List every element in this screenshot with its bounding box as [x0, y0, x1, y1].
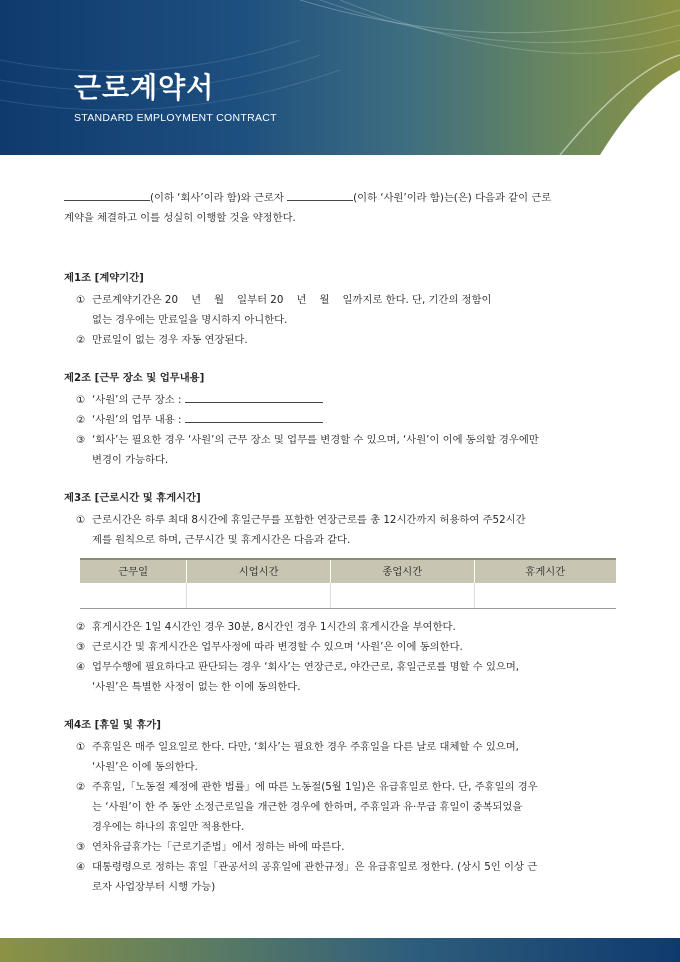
item-text: 근로시간은 하루 최대 8시간에 휴일근무를 포함한 연장근로를 총 12시간까지 허용하여 주52시간	[92, 514, 526, 526]
article-3	[64, 488, 616, 697]
article-2-item-1	[64, 390, 616, 410]
item-text-cont: 없는 경우에는 만료일을 명시하지 아니한다.	[92, 314, 288, 326]
job-duty-blank[interactable]	[185, 411, 323, 423]
article-1-item-1	[64, 290, 616, 310]
item-text: ‘사원’의 근무 장소 :	[92, 394, 182, 406]
item-text: 연차유급휴가는「근로기준법」에서 정하는 바에 따른다.	[92, 840, 345, 853]
item-number: ②	[76, 334, 86, 346]
intro-paragraph	[64, 188, 616, 228]
item-text: 대통령령으로 정하는 휴일「관공서의 공휴일에 관한규정」은 유급휴일로 정한다. (상시 5인 이상 근	[92, 860, 538, 873]
item-number: ③	[76, 840, 86, 853]
item-text-cont: 경우에는 하나의 휴일만 적용한다.	[92, 820, 245, 833]
start-time-cell[interactable]	[187, 583, 331, 608]
item-text: 휴게시간은 1일 4시간인 경우 30분, 8시간인 경우 1시간의 휴게시간을 부여한다.	[92, 620, 456, 633]
item-text: 주휴일은 매주 일요일로 한다. 다만, ‘회사’는 필요한 경우 주휴일을 다른 날로 대체할 수 있으며,	[92, 740, 519, 753]
item-text: ‘회사’는 필요한 경우 ‘사원’의 근무 장소 및 업무를 변경할 수 있으며, ‘사원’이 이에 동의할 경우에만	[92, 434, 539, 446]
footer-bar	[0, 938, 680, 962]
article-2-title: 제2조 [근무 장소 및 업무내용]	[64, 372, 205, 384]
item-number: ①	[76, 294, 86, 306]
company-blank[interactable]	[64, 189, 150, 201]
intro-part1: (이하 ‘회사’이라 함)와 근로자	[150, 192, 284, 204]
item-text: 만료일이 없는 경우 자동 연장된다.	[92, 334, 248, 346]
break-time-cell[interactable]	[474, 583, 616, 608]
col-end-time: 종업시간	[330, 559, 474, 583]
article-2-item-2	[64, 410, 616, 430]
contract-body	[64, 188, 616, 897]
end-time-cell[interactable]	[330, 583, 474, 608]
employee-blank[interactable]	[287, 189, 353, 201]
item-number: ③	[76, 640, 86, 653]
page-title: 근로계약서	[74, 71, 215, 104]
item-number: ①	[76, 514, 86, 526]
item-text: ‘사원’의 업무 내용 :	[92, 414, 182, 426]
header-banner	[0, 0, 680, 155]
article-1-item-2	[64, 330, 616, 350]
item-number: ②	[76, 620, 86, 633]
article-4-item-4	[64, 857, 616, 877]
article-3-item-4	[64, 657, 616, 677]
col-workday: 근무일	[80, 559, 187, 583]
article-4-item-2	[64, 777, 616, 797]
col-start-time: 시업시간	[187, 559, 331, 583]
item-number: ③	[76, 434, 86, 446]
article-2	[64, 368, 616, 470]
work-place-blank[interactable]	[185, 391, 323, 403]
item-number: ①	[76, 740, 86, 753]
item-text: 주휴일,「노동절 제정에 관한 법률」에 따른 노동절(5월 1일)은 유급휴일로 한다. 단, 주휴일의 경우	[92, 780, 538, 793]
article-4	[64, 715, 616, 897]
article-2-item-3	[64, 430, 616, 450]
item-text-cont: 변경이 가능하다.	[92, 454, 169, 466]
item-number: ②	[76, 780, 86, 793]
item-text-cont: 로자 사업장부터 시행 가능)	[92, 880, 216, 893]
item-text-cont: 는 ‘사원’이 한 주 동안 소정근로일을 개근한 경우에 한하며, 주휴일과 유·무급 휴일이 중복되었을	[92, 800, 523, 813]
table-header-row	[80, 559, 616, 583]
item-number: ④	[76, 860, 86, 873]
item-text-cont: 제를 원칙으로 하며, 근무시간 및 휴게시간은 다음과 같다.	[92, 534, 351, 546]
article-1	[64, 268, 616, 350]
article-4-item-3	[64, 837, 616, 857]
item-number: ①	[76, 394, 86, 406]
item-number: ②	[76, 414, 86, 426]
item-text-cont: ‘사원’은 이에 동의한다.	[92, 760, 198, 773]
workday-cell[interactable]	[80, 583, 187, 608]
item-text: 근로시간 및 휴게시간은 업무사정에 따라 변경할 수 있으며 ‘사원’은 이에 동의한다.	[92, 640, 463, 653]
item-text: 업무수행에 필요하다고 판단되는 경우 ‘회사’는 연장근로, 야간근로, 휴일근로를 명할 수 있으며,	[92, 660, 520, 673]
table-row	[80, 583, 616, 608]
page-subtitle: STANDARD EMPLOYMENT CONTRACT	[74, 112, 277, 124]
intro-line2: 계약을 체결하고 이를 성실히 이행할 것을 약정한다.	[64, 212, 296, 224]
item-number: ④	[76, 660, 86, 673]
intro-part2: (이하 ‘사원’이라 함)는(은) 다음과 같이 근로	[353, 192, 552, 204]
article-4-title: 제4조 [휴일 및 휴가]	[64, 718, 161, 731]
article-3-item-2	[64, 617, 616, 637]
article-4-item-1	[64, 737, 616, 757]
item-text-cont: ‘사원’은 특별한 사정이 없는 한 이에 동의한다.	[92, 680, 301, 693]
article-3-title: 제3조 [근로시간 및 휴게시간]	[64, 492, 201, 504]
article-1-title: 제1조 [계약기간]	[64, 272, 144, 284]
col-break-time: 휴게시간	[474, 559, 616, 583]
item-text: 근로계약기간은 20 년 월 일부터 20 년 월 일까지로 한다. 단, 기간의 정함이	[92, 294, 492, 306]
work-hours-table	[80, 558, 616, 609]
article-3-item-1	[64, 510, 616, 530]
article-3-item-3	[64, 637, 616, 657]
